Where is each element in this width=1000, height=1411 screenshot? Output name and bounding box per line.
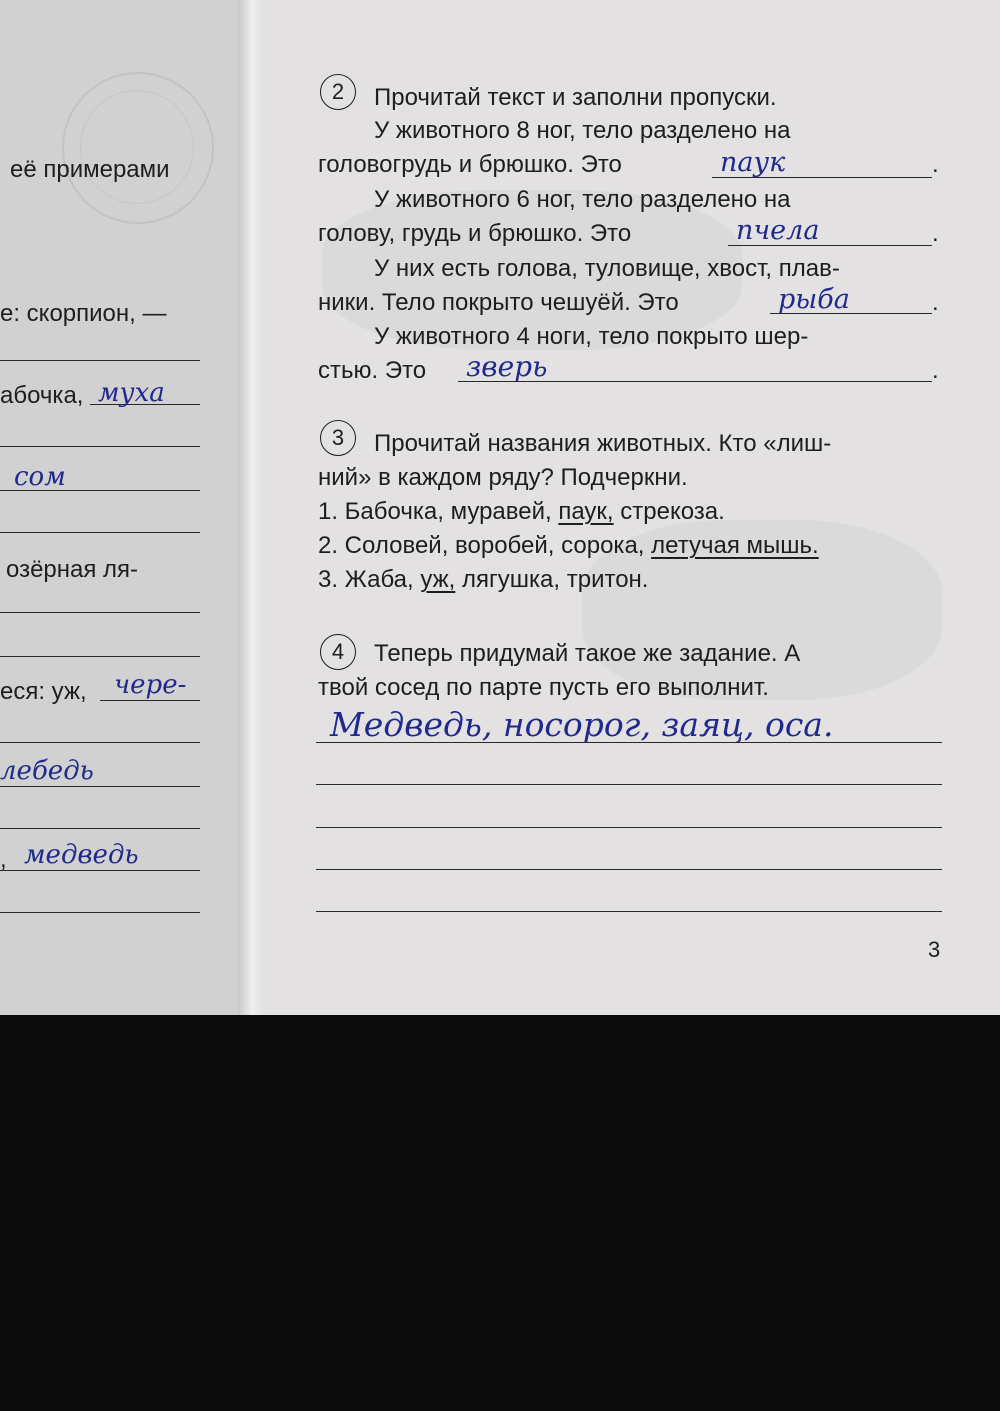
row3-underlined: уж, (420, 566, 456, 593)
left-line (90, 404, 200, 405)
row1-underlined: паук, (558, 498, 614, 525)
period: . (932, 151, 939, 178)
task2-p2-line2: голову, грудь и брюшко. Это (318, 220, 632, 247)
writing-line (316, 869, 942, 870)
answer-beast: зверь (466, 350, 548, 383)
period: . (932, 357, 939, 384)
left-text-3: абочка, (0, 382, 84, 409)
answer-line (458, 381, 932, 382)
row2-start: 2. Соловей, воробей, сорока, (318, 532, 645, 559)
writing-line (316, 742, 942, 743)
left-handwriting-4: лебедь (0, 756, 94, 786)
left-text-1: её примерами (10, 156, 170, 183)
row3-start: 3. Жаба, (318, 566, 414, 593)
page-number: 3 (928, 937, 941, 962)
left-line (0, 360, 200, 361)
left-text-6: , (0, 846, 7, 873)
library-stamp (62, 72, 214, 224)
writing-line (316, 911, 942, 912)
left-line (0, 870, 200, 871)
left-line (100, 700, 200, 701)
book-spine (238, 0, 262, 1015)
task2-p4-line2: стью. Это (318, 357, 427, 384)
row1-start: 1. Бабочка, муравей, (318, 498, 552, 525)
task3-row3 (318, 566, 648, 594)
left-handwriting-5: медведь (24, 840, 139, 870)
left-line (0, 828, 200, 829)
task2-p3-line2: ники. Тело покрыто чешуёй. Это (318, 289, 679, 316)
left-text-2: е: скорпион, — (0, 300, 167, 327)
left-line (0, 786, 200, 787)
left-line (0, 446, 200, 447)
task2-p2-line1: У животного 6 ног, тело разделено на (374, 186, 791, 213)
writing-line (316, 827, 942, 828)
answer-line (712, 177, 932, 178)
left-text-4: озёрная ля- (6, 556, 139, 583)
left-line (0, 742, 200, 743)
period: . (932, 220, 939, 247)
answer-line (770, 313, 932, 314)
task-number-4: 4 (320, 634, 356, 670)
task2-p3-line1: У них есть голова, туловище, хвост, плав- (374, 255, 840, 282)
answer-spider: паук (720, 147, 786, 178)
answer-line (728, 245, 932, 246)
task3-row2 (318, 532, 819, 560)
left-text-5: еся: уж, (0, 678, 87, 705)
left-line (0, 656, 200, 657)
task3-title-line1: Прочитай названия животных. Кто «лиш- (374, 430, 832, 457)
period: . (932, 289, 939, 316)
left-line (0, 490, 200, 491)
left-line (0, 912, 200, 913)
writing-line (316, 784, 942, 785)
task3-title-line2: ний» в каждом ряду? Подчеркни. (318, 464, 688, 491)
task2-p1-line1: У животного 8 ног, тело разделено на (374, 117, 791, 144)
left-line (0, 612, 200, 613)
left-page (0, 0, 238, 1015)
row2-underlined: летучая мышь. (651, 532, 819, 559)
task4-title-line1: Теперь придумай такое же задание. А (374, 640, 801, 667)
answer-bee: пчела (736, 215, 820, 246)
task2-title: Прочитай текст и заполни пропуски. (374, 84, 777, 111)
answer-fish: рыба (778, 284, 850, 315)
task-number-3: 3 (320, 420, 356, 456)
task4-title-line2: твой сосед по парте пусть его выполнит. (318, 674, 769, 701)
row3-end: лягушка, тритон. (462, 566, 649, 593)
left-handwriting-1: муха (98, 378, 165, 408)
task4-handwritten-answer: Медведь, носорог, заяц, оса. (330, 705, 834, 744)
left-line (0, 532, 200, 533)
left-handwriting-3: чере- (114, 670, 187, 700)
task2-p1-line2: головогрудь и брюшко. Это (318, 151, 622, 178)
row1-end: стрекоза. (620, 498, 725, 525)
left-handwriting-2: сом (14, 462, 66, 492)
task2-p4-line1: У животного 4 ноги, тело покрыто шер- (374, 323, 809, 350)
task-number-2: 2 (320, 74, 356, 110)
task3-row1 (318, 498, 725, 526)
